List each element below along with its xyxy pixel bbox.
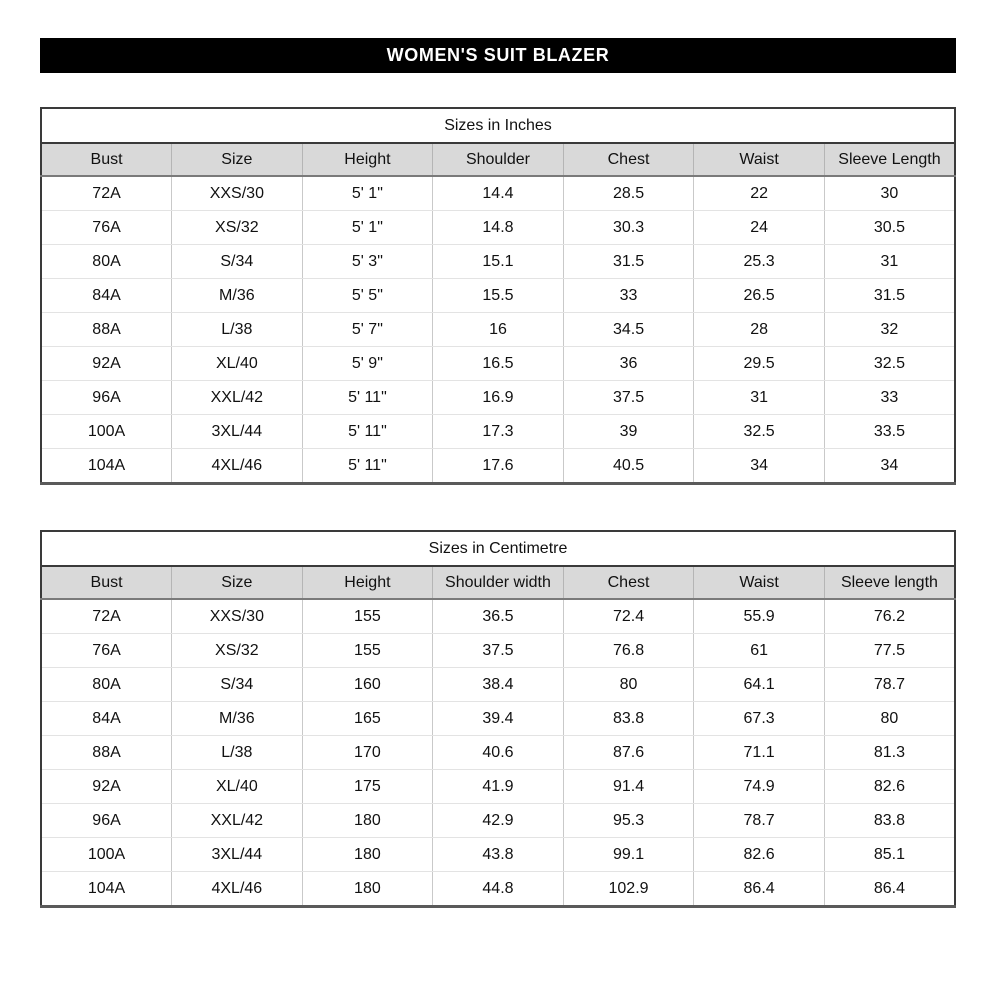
table-cell: 84A	[41, 279, 172, 313]
table-header-row	[41, 566, 955, 599]
table-cell: 55.9	[694, 599, 825, 634]
table-cell: 99.1	[563, 838, 694, 872]
table-cell: 43.8	[433, 838, 564, 872]
table-cell: 5' 3"	[302, 245, 433, 279]
table-cell: 33.5	[824, 415, 955, 449]
table-cell: 180	[302, 872, 433, 907]
table-body	[41, 599, 955, 907]
column-header: Chest	[563, 566, 694, 599]
table-cell: 82.6	[824, 770, 955, 804]
table-cell: 85.1	[824, 838, 955, 872]
sizes-in-inches-table	[40, 107, 956, 485]
table-cell: 26.5	[694, 279, 825, 313]
table-cell: S/34	[172, 245, 303, 279]
table-cell: 5' 5"	[302, 279, 433, 313]
column-header: Size	[172, 143, 303, 176]
table-row	[41, 838, 955, 872]
table-row	[41, 668, 955, 702]
table-row	[41, 211, 955, 245]
table-title-row	[41, 108, 955, 143]
table-cell: 77.5	[824, 634, 955, 668]
column-header: Size	[172, 566, 303, 599]
table-cell: 34	[694, 449, 825, 484]
table-cell: 15.1	[433, 245, 564, 279]
table-cell: M/36	[172, 702, 303, 736]
table-row	[41, 347, 955, 381]
table-cell: XXL/42	[172, 381, 303, 415]
column-header: Waist	[694, 566, 825, 599]
table-cell: 92A	[41, 770, 172, 804]
table-cell: 96A	[41, 804, 172, 838]
column-header: Bust	[41, 566, 172, 599]
table-cell: XXS/30	[172, 176, 303, 211]
table-cell: 76.2	[824, 599, 955, 634]
table-cell: L/38	[172, 313, 303, 347]
column-header: Chest	[563, 143, 694, 176]
table-row	[41, 176, 955, 211]
table-title: Sizes in Inches	[41, 108, 955, 143]
table-cell: 44.8	[433, 872, 564, 907]
table-cell: 72A	[41, 176, 172, 211]
column-header: Shoulder	[433, 143, 564, 176]
table-cell: 83.8	[824, 804, 955, 838]
table-cell: 29.5	[694, 347, 825, 381]
table-cell: 84A	[41, 702, 172, 736]
table-cell: 25.3	[694, 245, 825, 279]
table-cell: 72A	[41, 599, 172, 634]
table-cell: 76A	[41, 211, 172, 245]
table-cell: 170	[302, 736, 433, 770]
table-cell: 22	[694, 176, 825, 211]
table-cell: 80	[824, 702, 955, 736]
table-cell: 61	[694, 634, 825, 668]
table-cell: XXL/42	[172, 804, 303, 838]
table-cell: XS/32	[172, 634, 303, 668]
table-row	[41, 702, 955, 736]
table-row	[41, 804, 955, 838]
table-title-row	[41, 531, 955, 566]
table-cell: 40.5	[563, 449, 694, 484]
table-cell: 86.4	[824, 872, 955, 907]
table-cell: 160	[302, 668, 433, 702]
table-row	[41, 381, 955, 415]
table-cell: 28	[694, 313, 825, 347]
table-cell: 42.9	[433, 804, 564, 838]
table-cell: 31.5	[824, 279, 955, 313]
table-cell: 3XL/44	[172, 838, 303, 872]
table-cell: 31.5	[563, 245, 694, 279]
table-cell: 76.8	[563, 634, 694, 668]
column-header: Shoulder width	[433, 566, 564, 599]
table-cell: 155	[302, 599, 433, 634]
table-row	[41, 313, 955, 347]
table-cell: L/38	[172, 736, 303, 770]
table-cell: 175	[302, 770, 433, 804]
table-cell: 4XL/46	[172, 449, 303, 484]
table-cell: 33	[563, 279, 694, 313]
table-cell: 104A	[41, 872, 172, 907]
table-cell: 104A	[41, 449, 172, 484]
table-cell: 40.6	[433, 736, 564, 770]
table-cell: 76A	[41, 634, 172, 668]
table-cell: 28.5	[563, 176, 694, 211]
table-cell: 5' 11"	[302, 449, 433, 484]
table-cell: 32.5	[824, 347, 955, 381]
table-cell: 5' 11"	[302, 415, 433, 449]
column-header: Bust	[41, 143, 172, 176]
table-cell: 15.5	[433, 279, 564, 313]
column-header: Sleeve Length	[824, 143, 955, 176]
table-cell: 32	[824, 313, 955, 347]
table-cell: 33	[824, 381, 955, 415]
column-header: Sleeve length	[824, 566, 955, 599]
table-cell: 16	[433, 313, 564, 347]
table-cell: 32.5	[694, 415, 825, 449]
table-cell: 24	[694, 211, 825, 245]
column-header: Height	[302, 566, 433, 599]
table-cell: 36.5	[433, 599, 564, 634]
table-row	[41, 449, 955, 484]
table-title: Sizes in Centimetre	[41, 531, 955, 566]
table-row	[41, 872, 955, 907]
page-title: WOMEN'S SUIT BLAZER	[40, 38, 956, 73]
table-cell: 95.3	[563, 804, 694, 838]
table-cell: 78.7	[824, 668, 955, 702]
table-row	[41, 279, 955, 313]
table-cell: 14.8	[433, 211, 564, 245]
table-cell: 34	[824, 449, 955, 484]
table-cell: 91.4	[563, 770, 694, 804]
table-row	[41, 770, 955, 804]
table-cell: 80A	[41, 245, 172, 279]
table-cell: XS/32	[172, 211, 303, 245]
table-cell: XXS/30	[172, 599, 303, 634]
table-cell: 41.9	[433, 770, 564, 804]
table-cell: 81.3	[824, 736, 955, 770]
table-cell: 3XL/44	[172, 415, 303, 449]
table-cell: XL/40	[172, 770, 303, 804]
table-cell: 74.9	[694, 770, 825, 804]
table-cell: 37.5	[563, 381, 694, 415]
table-cell: 5' 1"	[302, 211, 433, 245]
table-cell: 82.6	[694, 838, 825, 872]
table-cell: 80A	[41, 668, 172, 702]
table-cell: 34.5	[563, 313, 694, 347]
table-cell: 92A	[41, 347, 172, 381]
table-cell: 155	[302, 634, 433, 668]
table-cell: 31	[824, 245, 955, 279]
table-cell: M/36	[172, 279, 303, 313]
table-cell: 100A	[41, 415, 172, 449]
table-cell: 36	[563, 347, 694, 381]
table-cell: 5' 7"	[302, 313, 433, 347]
table-cell: 86.4	[694, 872, 825, 907]
table-cell: 100A	[41, 838, 172, 872]
table-cell: 165	[302, 702, 433, 736]
table-cell: XL/40	[172, 347, 303, 381]
table-cell: 17.3	[433, 415, 564, 449]
table-cell: 39	[563, 415, 694, 449]
table-cell: 78.7	[694, 804, 825, 838]
table-body	[41, 176, 955, 484]
table-cell: 30	[824, 176, 955, 211]
column-header: Waist	[694, 143, 825, 176]
table-header-row	[41, 143, 955, 176]
table-cell: 180	[302, 838, 433, 872]
table-row	[41, 245, 955, 279]
table-cell: 17.6	[433, 449, 564, 484]
table-cell: 38.4	[433, 668, 564, 702]
table-row	[41, 634, 955, 668]
table-cell: 14.4	[433, 176, 564, 211]
table-cell: 180	[302, 804, 433, 838]
table-cell: 16.5	[433, 347, 564, 381]
table-cell: 5' 9"	[302, 347, 433, 381]
table-cell: 39.4	[433, 702, 564, 736]
table-cell: 5' 1"	[302, 176, 433, 211]
sizes-in-centimetre-table	[40, 530, 956, 908]
table-cell: 5' 11"	[302, 381, 433, 415]
table-cell: 37.5	[433, 634, 564, 668]
table-cell: 4XL/46	[172, 872, 303, 907]
table-cell: 88A	[41, 313, 172, 347]
table-cell: 30.3	[563, 211, 694, 245]
table-cell: 83.8	[563, 702, 694, 736]
table-cell: 30.5	[824, 211, 955, 245]
table-row	[41, 736, 955, 770]
table-cell: 72.4	[563, 599, 694, 634]
table-cell: 64.1	[694, 668, 825, 702]
table-cell: 16.9	[433, 381, 564, 415]
table-cell: 67.3	[694, 702, 825, 736]
column-header: Height	[302, 143, 433, 176]
table-cell: 102.9	[563, 872, 694, 907]
table-cell: 71.1	[694, 736, 825, 770]
table-cell: 80	[563, 668, 694, 702]
table-row	[41, 415, 955, 449]
table-cell: 31	[694, 381, 825, 415]
table-row	[41, 599, 955, 634]
table-cell: S/34	[172, 668, 303, 702]
table-cell: 96A	[41, 381, 172, 415]
table-cell: 87.6	[563, 736, 694, 770]
table-cell: 88A	[41, 736, 172, 770]
